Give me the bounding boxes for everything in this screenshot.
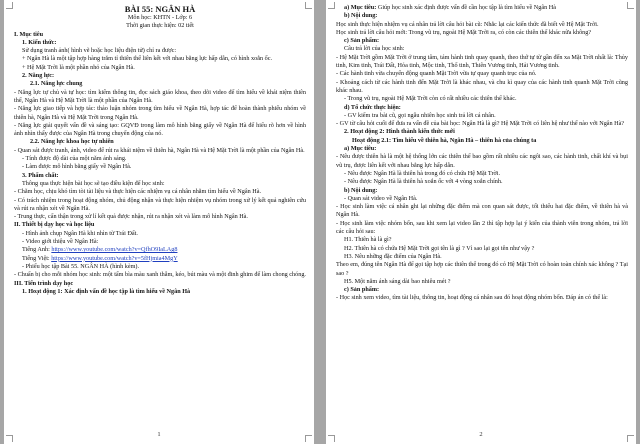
text-line: - Phiếu học tập Bài 55. NGÂN HÀ (hình kèm). xyxy=(22,262,140,270)
text-line: 2. Năng lực: xyxy=(22,72,55,80)
text-line: - Khoảng cách từ các hành tinh đến Mặt Trời là khác nhau, và chu kì quay của các hành tinh quanh Mặt Trời cũng khác nhau. xyxy=(336,78,628,94)
text-line: - Trong vũ trụ, ngoài Hệ Mặt Trời còn có rất nhiều các thiên thể khác. xyxy=(344,95,517,103)
crop-mark xyxy=(6,2,13,9)
text-line: - Tính được độ dài của một năm ánh sáng. xyxy=(22,155,127,163)
text-line: I. Mục tiêu xyxy=(14,30,44,38)
text-line: Sử dụng tranh ảnh( hình vẽ hoặc học liệu điện tử) chỉ ra được: xyxy=(22,47,177,55)
page-1-body xyxy=(4,0,314,296)
text-line: - Năng lực tự chủ và tự học: tìm kiếm thông tin, đọc sách giáo khoa, theo dõi video để tìm hiểu về khái niệm thiên thể, Ngân Hà và Hệ Mặt Trời là một phần của Ngân Hà. xyxy=(14,88,306,104)
text-line: - Học sinh làm việc cá nhân ghi lại những đặc điểm mà con quan sát được, tối thiểu hai đặc điểm, về thiên hà và Ngân Hà. xyxy=(336,203,628,219)
text-line: 2.1. Năng lực chung xyxy=(30,80,83,88)
text-line: c) Sản phẩm: xyxy=(344,286,380,294)
text-line: - Hình ảnh chụp Ngân Hà khi nhìn từ Trái Đất. xyxy=(22,229,138,237)
text-line: - GV kiểm tra bài cũ, gọi ngẫu nhiên học sinh trả lời cá nhân. xyxy=(344,111,496,119)
text-line xyxy=(336,4,628,12)
text-line: - Có trách nhiệm trong hoạt động nhóm, chủ động nhận và thực hiện nhiệm vụ nhóm trong xử lý kết quả nghiên cứu và rút ra nhận xét về Ngân Hà. xyxy=(14,196,306,212)
text-line: II. Thiết bị dạy học và học liệu xyxy=(14,221,95,229)
text-line: b) Nội dung: xyxy=(344,12,378,20)
video-link[interactable]: https://www.youtube.com/watch?v=QfhO9IaLAg8 xyxy=(51,246,178,254)
text-line: 3. Phẩm chất: xyxy=(22,171,59,179)
text-line: d) Tổ chức thực hiện: xyxy=(344,103,401,111)
text-line: - Nêu được Ngân Hà là thiên hà trong đó có chứa Hệ Mặt Trời. xyxy=(344,169,501,177)
subject-line: Môn học: KHTN - Lớp: 6 xyxy=(127,14,193,21)
text-line: Câu trả lời của học sinh: xyxy=(344,45,405,53)
text-line: H3. Nêu những đặc điểm của Ngân Hà. xyxy=(344,252,442,260)
text-line: 1. Kiến thức: xyxy=(22,38,57,46)
text-line: 1. Hoạt động 1: Xác định vấn đề học tập là tìm hiểu về Ngân Hà xyxy=(22,287,191,295)
text-line: - Quan sát được tranh, ảnh, video để rút ra khái niệm về thiên hà, Ngân Hà và Hệ Mặt Trời là một phần của Ngân Hà. xyxy=(14,146,305,154)
line-text: a) Mục tiêu: Giúp học sinh xác định được vấn đề cần học tập là tìm hiểu về Ngân Hà xyxy=(344,4,556,11)
text-line: H1. Thiên hà là gì? xyxy=(344,236,392,244)
link-label: Tiếng Anh: xyxy=(22,246,52,254)
text-line: + Ngân Hà là một tập hợp hàng trăm tỉ thiên thể liên kết với nhau bằng lực hấp dẫn, có hình xoắn ốc. xyxy=(22,55,272,63)
text-line: Thông qua thực hiện bài học sẽ tạo điều kiện để học sinh: xyxy=(22,179,165,187)
text-line: - Năng lực giải quyết vấn đề và sáng tạo: GQVĐ trong làm mô hình bằng giấy về Ngân Hà để hiểu rõ hơn về hình ảnh nhìn thấy được của Ngân Hà trong chuyển động của nó. xyxy=(14,121,306,138)
text-line: 2. Hoạt động 2: Hình thành kiến thức mới xyxy=(344,128,455,136)
text-line: - Video giới thiệu về Ngân Hà: xyxy=(22,238,99,246)
text-line: Theo em, đúng tên Ngân Hà để gọi tập hợp các thiên thể trong đó có Hệ Mặt Trời có hoàn toàn chính xác không ? Tại sao ? xyxy=(336,261,628,277)
text-line: + Hệ Mặt Trời là một phần nhỏ của Ngân Hà. xyxy=(22,63,135,71)
text-line: c) Sản phẩm: xyxy=(344,37,380,45)
text-line: - Trung thực, cẩn thận trong xử lí kết quả được nhận, rút ra nhận xét và làm mô hình Ngân Hà. xyxy=(14,213,248,221)
text-line: - Quan sát video về Ngân Hà. xyxy=(344,194,418,202)
text-line: III. Tiến trình dạy học xyxy=(14,279,74,287)
video-link[interactable]: https://www.youtube.com/watch?v=5fHjmia4MgY xyxy=(51,254,178,262)
text-line xyxy=(14,255,306,263)
text-line: Hoạt động 2.1: Tìm hiểu về thiên hà, Ngân Hà – thiên hà của chúng ta xyxy=(352,136,537,144)
document-page-1 xyxy=(4,0,314,444)
text-line: Học sinh thực hiện nhiệm vụ cá nhân trả lời câu hỏi bài cũ: Nhắc lại các kiến thức đã biết về Hệ Mặt Trời. xyxy=(336,20,599,28)
text-line: - Làm được mô hình bằng giấy về Ngân Hà. xyxy=(22,163,132,171)
crop-mark xyxy=(305,2,312,9)
text-line: - Năng lực giao tiếp và hợp tác: thảo luận nhóm trong tìm hiểu về Ngân Hà, hợp tác để hoàn thành phiếu nhóm về thiên hà, Ngân Hà và Hệ Mặt Trời trong Ngân Hà. xyxy=(14,105,306,121)
document-page-2 xyxy=(326,0,636,444)
text-line: - Học sinh xem video, tìm tài liệu, thông tin, hoạt động cá nhân sau đó hoạt động nhóm bốn. Đáp án có thể là: xyxy=(336,294,608,302)
page-number: 2 xyxy=(479,431,483,438)
crop-mark xyxy=(627,2,634,9)
text-line: H5. Một năm ánh sáng dài bao nhiêu mét ? xyxy=(344,277,451,285)
link-label: Tiếng Việt: xyxy=(22,254,52,262)
lesson-title: BÀI 55: NGÂN HÀ xyxy=(124,4,196,14)
text-line: - Hệ Mặt Trời gồm Mặt Trời ở trung tâm, tám hành tinh quay quanh, theo thứ tự từ gần đến xa Mặt Trời nhất là: Thủy tinh, Kim tinh, Trái Đất, Hỏa tinh, Mộc tinh, Thổ tinh, Thiên Vương tinh, Hải Vương tinh. xyxy=(336,53,628,70)
crop-mark xyxy=(328,2,335,9)
text-line: - Các hành tinh vừa chuyển động quanh Mặt Trời vừa tự quay quanh trục của nó. xyxy=(336,70,537,78)
text-line: a) Mục tiêu: xyxy=(344,145,377,153)
text-line: - Nêu được thiên hà là một hệ thống lớn các thiên thể bao gồm rất nhiều các ngôi sao, các hành tinh, chất khí và bụi vũ trụ, được liên kết với nhau bằng lực hấp dẫn. xyxy=(336,153,628,169)
text-line xyxy=(14,246,306,254)
text-line: - Chuẩn bị cho mỗi nhóm học sinh: một tấm bìa màu xanh thẫm, kéo, bút màu và một đinh ghim để làm chong chóng. xyxy=(14,271,306,279)
text-line: - Học sinh làm việc nhóm bốn, sau khi xem lại video lần 2 thì tập hợp lại ý kiến của thành viên trong nhóm, trả lời các câu hỏi sau: xyxy=(336,219,628,236)
page-number: 1 xyxy=(157,431,161,438)
text-line: 2.2. Năng lực khoa học tự nhiên xyxy=(30,138,114,146)
text-line: Học sinh trả lời câu hỏi mới: Trong vũ trụ, ngoài Hệ Mặt Trời ra, có còn các thiên thể khác nữa không? xyxy=(336,28,592,36)
time-line: Thời gian thực hiện: 02 tiết xyxy=(126,22,194,30)
text-line: b) Nội dung: xyxy=(344,186,378,194)
text-line: - Chăm học, chịu khó tìm tòi tài liệu và thực hiện các nhiệm vụ cá nhân nhằm tìm hiểu về Ngân Hà. xyxy=(14,188,262,196)
page-2-body xyxy=(326,0,636,303)
text-line: - Nêu được Ngân Hà là thiên hà xoắn ốc với 4 vòng xoắn chính. xyxy=(344,178,503,186)
text-line: - GV từ câu hỏi cuối để đưa ra vấn đề của bài học: Ngân Hà là gì? Hệ Mặt Trời có liên hệ như thế nào với Ngân Hà? xyxy=(336,120,625,128)
text-line: H2. Thiên hà có chứa Hệ Mặt Trời gọi tên là gì ? Vì sao lại gọi tên như vậy ? xyxy=(344,244,535,252)
